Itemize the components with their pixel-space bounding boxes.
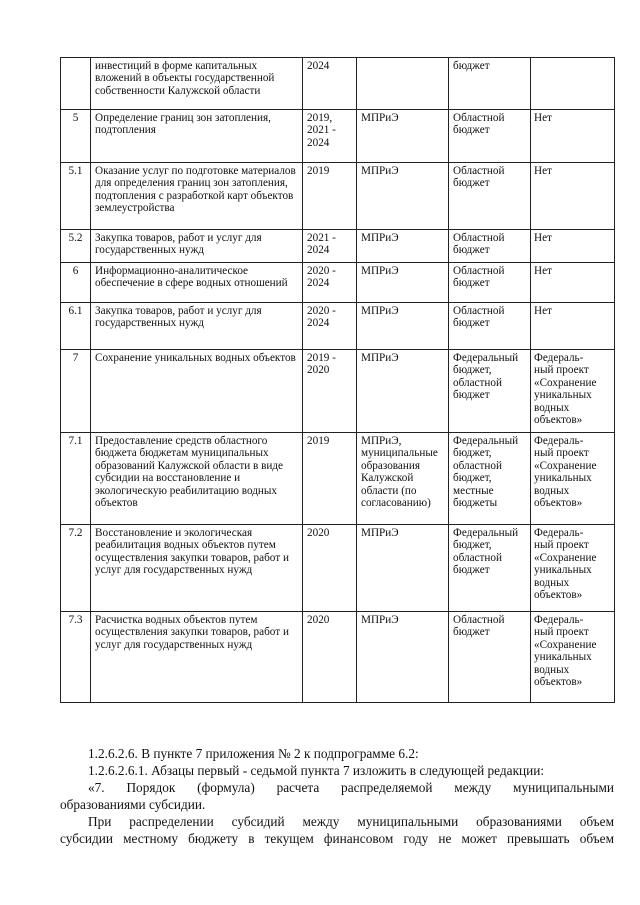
table-row: [61, 303, 615, 350]
row-number-cell: 5.1: [61, 163, 91, 230]
executor-cell: МПРиЭ: [357, 110, 449, 163]
table-row: [61, 433, 615, 525]
project-note-cell: Нет: [531, 303, 615, 350]
years-cell: 2019, 2021 - 2024: [303, 110, 357, 163]
paragraph-1: 1.2.6.2.6. В пункте 7 приложения № 2 к подпрограмме 6.2:: [88, 746, 419, 761]
row-number-cell: [61, 58, 91, 110]
measure-name-cell: Закупка товаров, работ и услуг для государственных нужд: [91, 303, 303, 350]
executor-cell: МПРиЭ: [357, 350, 449, 433]
table-row: [61, 263, 615, 303]
table-row: [61, 230, 615, 263]
executor-cell: МПРиЭ: [357, 525, 449, 612]
table-row: [61, 350, 615, 433]
executor-cell: [357, 58, 449, 110]
funding-source-cell: Областной бюджет: [449, 163, 531, 230]
table-row: [61, 525, 615, 612]
table-row: [61, 612, 615, 703]
project-note-cell: Нет: [531, 110, 615, 163]
measure-name-cell: Закупка товаров, работ и услуг для государственных нужд: [91, 230, 303, 263]
funding-source-cell: Федеральный бюджет, областной бюджет, местные бюджеты: [449, 433, 531, 525]
project-note-cell: Федераль- ный проект «Сохранение уникальных водных объектов»: [531, 612, 615, 703]
table-row: [61, 163, 615, 230]
years-cell: 2021 - 2024: [303, 230, 357, 263]
project-note-cell: Нет: [531, 263, 615, 303]
row-number-cell: 6.1: [61, 303, 91, 350]
years-cell: 2024: [303, 58, 357, 110]
executor-cell: МПРиЭ: [357, 163, 449, 230]
funding-source-cell: Областной бюджет: [449, 612, 531, 703]
funding-source-cell: Областной бюджет: [449, 230, 531, 263]
years-cell: 2020: [303, 525, 357, 612]
years-cell: 2020: [303, 612, 357, 703]
project-note-cell: Нет: [531, 163, 615, 230]
executor-cell: МПРиЭ: [357, 612, 449, 703]
measures-table: [60, 57, 615, 703]
years-cell: 2020 - 2024: [303, 263, 357, 303]
executor-cell: МПРиЭ, муниципальные образования Калужской области (по согласованию): [357, 433, 449, 525]
funding-source-cell: Областной бюджет: [449, 263, 531, 303]
years-cell: 2019 - 2020: [303, 350, 357, 433]
measure-name-cell: Информационно-аналитическое обеспечение в сфере водных отношений: [91, 263, 303, 303]
executor-cell: МПРиЭ: [357, 263, 449, 303]
measure-name-cell: Сохранение уникальных водных объектов: [91, 350, 303, 433]
paragraph-2: 1.2.6.2.6.1. Абзацы первый - седьмой пункта 7 изложить в следующей редакции:: [88, 763, 545, 778]
project-note-cell: Федераль- ный проект «Сохранение уникальных водных объектов»: [531, 525, 615, 612]
measure-name-cell: Расчистка водных объектов путем осуществления закупки товаров, работ и услуг для государственных нужд: [91, 612, 303, 703]
project-note-cell: Федераль- ный проект «Сохранение уникальных водных объектов»: [531, 433, 615, 525]
paragraph-4-line-1: При распределении субсидий между муниципальными образованиями объем: [88, 814, 614, 829]
row-number-cell: 7.3: [61, 612, 91, 703]
funding-source-cell: Областной бюджет: [449, 110, 531, 163]
funding-source-cell: бюджет: [449, 58, 531, 110]
row-number-cell: 5: [61, 110, 91, 163]
years-cell: 2019: [303, 433, 357, 525]
row-number-cell: 7.2: [61, 525, 91, 612]
years-cell: 2020 - 2024: [303, 303, 357, 350]
row-number-cell: 7: [61, 350, 91, 433]
paragraph-3-line-1: «7. Порядок (формула) расчета распределяемой между муниципальными: [88, 780, 614, 795]
measure-name-cell: Определение границ зон затопления, подтопления: [91, 110, 303, 163]
funding-source-cell: Федеральный бюджет, областной бюджет: [449, 350, 531, 433]
project-note-cell: Федераль- ный проект «Сохранение уникальных водных объектов»: [531, 350, 615, 433]
table-row: [61, 110, 615, 163]
executor-cell: МПРиЭ: [357, 230, 449, 263]
project-note-cell: Нет: [531, 230, 615, 263]
measure-name-cell: инвестиций в форме капитальных вложений в объекты государственной собственности Калужской области: [91, 58, 303, 110]
row-number-cell: 6: [61, 263, 91, 303]
measure-name-cell: Предоставление средств областного бюджета бюджетам муниципальных образований Калужской области в виде субсидии на восстановление и экологическую реабилитацию водных объектов: [91, 433, 303, 525]
row-number-cell: 5.2: [61, 230, 91, 263]
row-number-cell: 7.1: [61, 433, 91, 525]
executor-cell: МПРиЭ: [357, 303, 449, 350]
measure-name-cell: Оказание услуг по подготовке материалов для определения границ зон затопления, подтопления с разработкой карт объектов землеустройства: [91, 163, 303, 230]
funding-source-cell: Федеральный бюджет, областной бюджет: [449, 525, 531, 612]
paragraph-3-line-2: образованиями субсидии.: [60, 797, 206, 812]
project-note-cell: [531, 58, 615, 110]
measure-name-cell: Восстановление и экологическая реабилитация водных объектов путем осуществления закупки товаров, работ и услуг для государственных нужд: [91, 525, 303, 612]
funding-source-cell: Областной бюджет: [449, 303, 531, 350]
paragraph-4-line-2: субсидии местному бюджету в текущем финансовом году не может превышать объем: [60, 831, 614, 846]
table-row: [61, 58, 615, 110]
years-cell: 2019: [303, 163, 357, 230]
